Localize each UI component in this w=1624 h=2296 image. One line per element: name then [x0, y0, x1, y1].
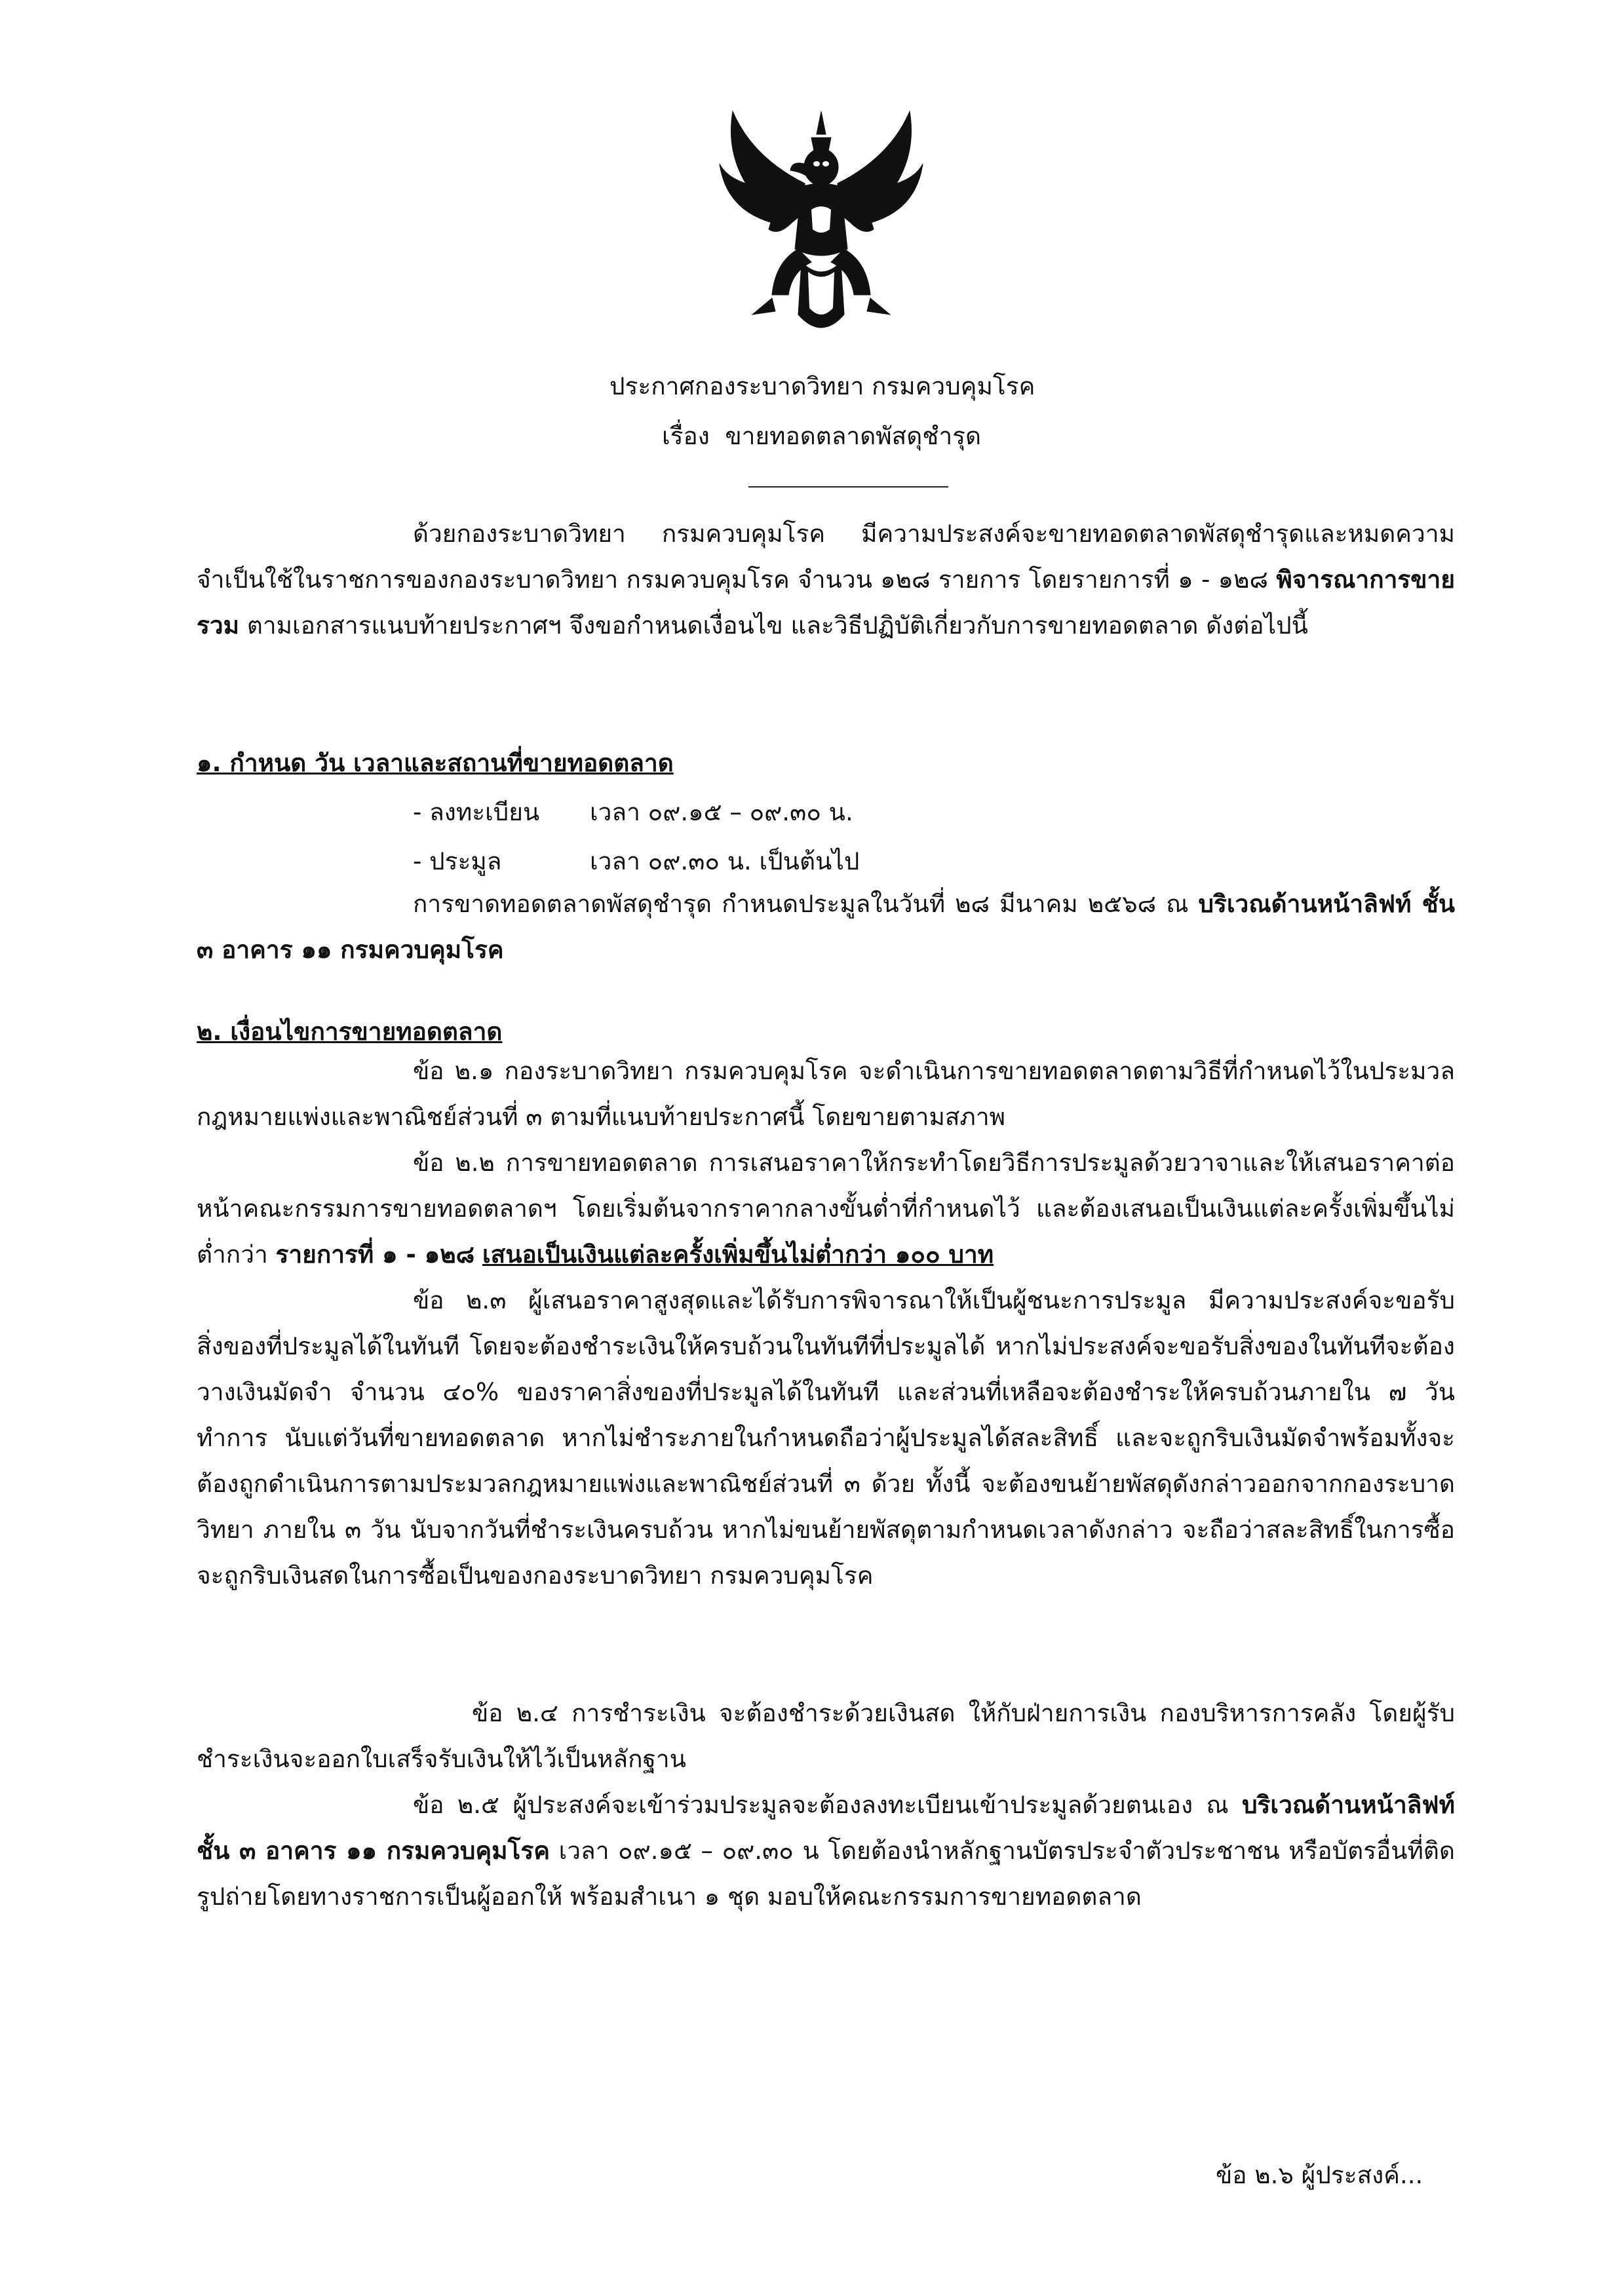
auction-label: - ประมูล	[413, 847, 502, 875]
clause-2-5-location: บริเวณด้านหน้าลิฟท์ ชั้น ๓ อาคาร ๑๑ กรมควบคุมโรค	[197, 1791, 1455, 1865]
page-continuation: ข้อ ๒.๖ ผู้ประสงค์...	[1216, 2161, 1423, 2189]
intro-bold: พิจารณาการขายรวม	[197, 565, 1455, 640]
clause-2-4: ข้อ ๒.๔ การชำระเงิน จะต้องชำระด้วยเงินสด ให้กับฝ่ายการเงิน กองบริหารการคลัง โดยผู้รับชำระเงินจะออกใบเสร็จรับเงินให้ไว้เป็นหลักฐาน	[197, 1699, 1455, 1773]
section1-heading: ๑. กำหนด วัน เวลาและสถานที่ขายทอดตลาด	[197, 749, 674, 777]
section1-paragraph: การขาดทอดตลาดพัสดุชำรุด กำหนดประมูลในวันที่ ๒๘ มีนาคม ๒๕๖๘ ณ บริเวณด้านหน้าลิฟท์ ชั้น ๓ อาคาร ๑๑ กรมควบคุมโรค	[197, 890, 1456, 964]
section2-heading: ๒. เงื่อนไขการขายทอดตลาด	[197, 1018, 503, 1046]
section1-location: บริเวณด้านหน้าลิฟท์ ชั้น ๓ อาคาร ๑๑ กรมควบคุมโรค	[197, 890, 1456, 964]
garuda-emblem-icon	[713, 98, 929, 347]
clause-2-1: ข้อ ๒.๑ กองระบาดวิทยา กรมควบคุมโรค จะดำเนินการขายทอดตลาดตามวิธีที่กำหนดไว้ในประมวลกฎหมายแพ่งและพาณิชย์ส่วนที่ ๓ ตามที่แนบท้ายประกาศนี้ โดยขายตามสภาพ	[197, 1057, 1455, 1131]
title-divider	[748, 486, 948, 488]
clause-2-5: ข้อ ๒.๕ ผู้ประสงค์จะเข้าร่วมประมูลจะต้องลงทะเบียนเข้าประมูลด้วยตนเอง ณ บริเวณด้านหน้าลิฟท์ ชั้น ๓ อาคาร ๑๑ กรมควบคุมโรค เวลา ๐๙.๑๕ – ๐๙.๓๐ น โดยต้องนำหลักฐานบัตรประจำตัวประชาชน หรือบัตรอื่นที่ติดรูปถ่ายโดยทางราชการเป็นผู้ออกให้ พร้อมสำเนา ๑ ชุด มอบให้คณะกรรมการขายทอดตลาด	[197, 1791, 1455, 1911]
auction-time: เวลา ๐๙.๓๐ น. เป็นต้นไป	[590, 847, 860, 875]
intro-paragraph: ด้วยกองระบาดวิทยา กรมควบคุมโรค มีความประสงค์จะขายทอดตลาดพัสดุชำรุดและหมดความจำเป็นใช้ในราชการของกองระบาดวิทยา กรมควบคุมโรค จำนวน ๑๒๘ รายการ โดยรายการที่ ๑ - ๑๒๘ พิจารณาการขายรวม ตามเอกสารแนบท้ายประกาศฯ จึงขอกำหนดเงื่อนไข และวิธีปฏิบัติเกี่ยวกับการขายทอดตลาด ดังต่อไปนี้	[197, 520, 1455, 640]
subject-text: ขายทอดตลาดพัสดุชำรุด	[725, 422, 982, 450]
clause-2-3: ข้อ ๒.๓ ผู้เสนอราคาสูงสุดและได้รับการพิจารณาให้เป็นผู้ชนะการประมูล มีความประสงค์จะขอรับสิ่งของที่ประมูลได้ในทันที โดยจะต้องชำระเงินให้ครบถ้วนในทันทีที่ประมูลได้ หากไม่ประสงค์จะขอรับสิ่งของในทันทีจะต้องวางเงินมัดจำ จำนวน ๔๐% ของราคาสิ่งของที่ประมูลได้ในทันที และส่วนที่เหลือจะต้องชำระให้ครบถ้วนภายใน ๗ วันทำการ นับแต่วันที่ขายทอดตลาด หากไม่ชำระภายในกำหนดถือว่าผู้ประมูลได้สละสิทธิ์ และจะถูกริบเงินมัดจำพร้อมทั้งจะต้องถูกดำเนินการตามประมวลกฎหมายแพ่งและพาณิชย์ส่วนที่ ๓ ด้วย ทั้งนี้ จะต้องขนย้ายพัสดุดังกล่าวออกจากกองระบาดวิทยา ภายใน ๓ วัน นับจากวันที่ชำระเงินครบถ้วน หากไม่ขนย้ายพัสดุตามกำหนดเวลาดังกล่าว จะถือว่าสละสิทธิ์ในการซื้อ จะถูกริบเงินสดในการซื้อเป็นของกองระบาดวิทยา กรมควบคุมโรค	[197, 1286, 1455, 1590]
announcement-title: ประกาศกองระบาดวิทยา กรมควบคุมโรค	[609, 372, 1035, 400]
register-time: เวลา ๐๙.๑๕ – ๐๙.๓๐ น.	[590, 798, 853, 826]
clause-2-2-increment: เสนอเป็นเงินแต่ละครั้งเพิ่มขึ้นไม่ต่ำกว่า ๑๐๐ บาท	[482, 1240, 994, 1269]
subject-label: เรื่อง	[662, 422, 710, 450]
clause-2-2: ข้อ ๒.๒ การขายทอดตลาด การเสนอราคาให้กระทำโดยวิธีการประมูลด้วยวาจาและให้เสนอราคาต่อหน้าคณะกรรมการขายทอดตลาดฯ โดยเริ่มต้นจากราคากลางขั้นต่ำที่กำหนดไว้ และต้องเสนอเป็นเงินแต่ละครั้งเพิ่มขึ้นไม่ต่ำกว่า รายการที่ ๑ - ๑๒๘ เสนอเป็นเงินแต่ละครั้งเพิ่มขึ้นไม่ต่ำกว่า ๑๐๐ บาท	[197, 1149, 1455, 1269]
announcement-subject	[662, 417, 1624, 455]
register-label: - ลงทะเบียน	[413, 798, 540, 826]
clause-2-2-items: รายการที่ ๑ - ๑๒๘	[275, 1240, 475, 1269]
